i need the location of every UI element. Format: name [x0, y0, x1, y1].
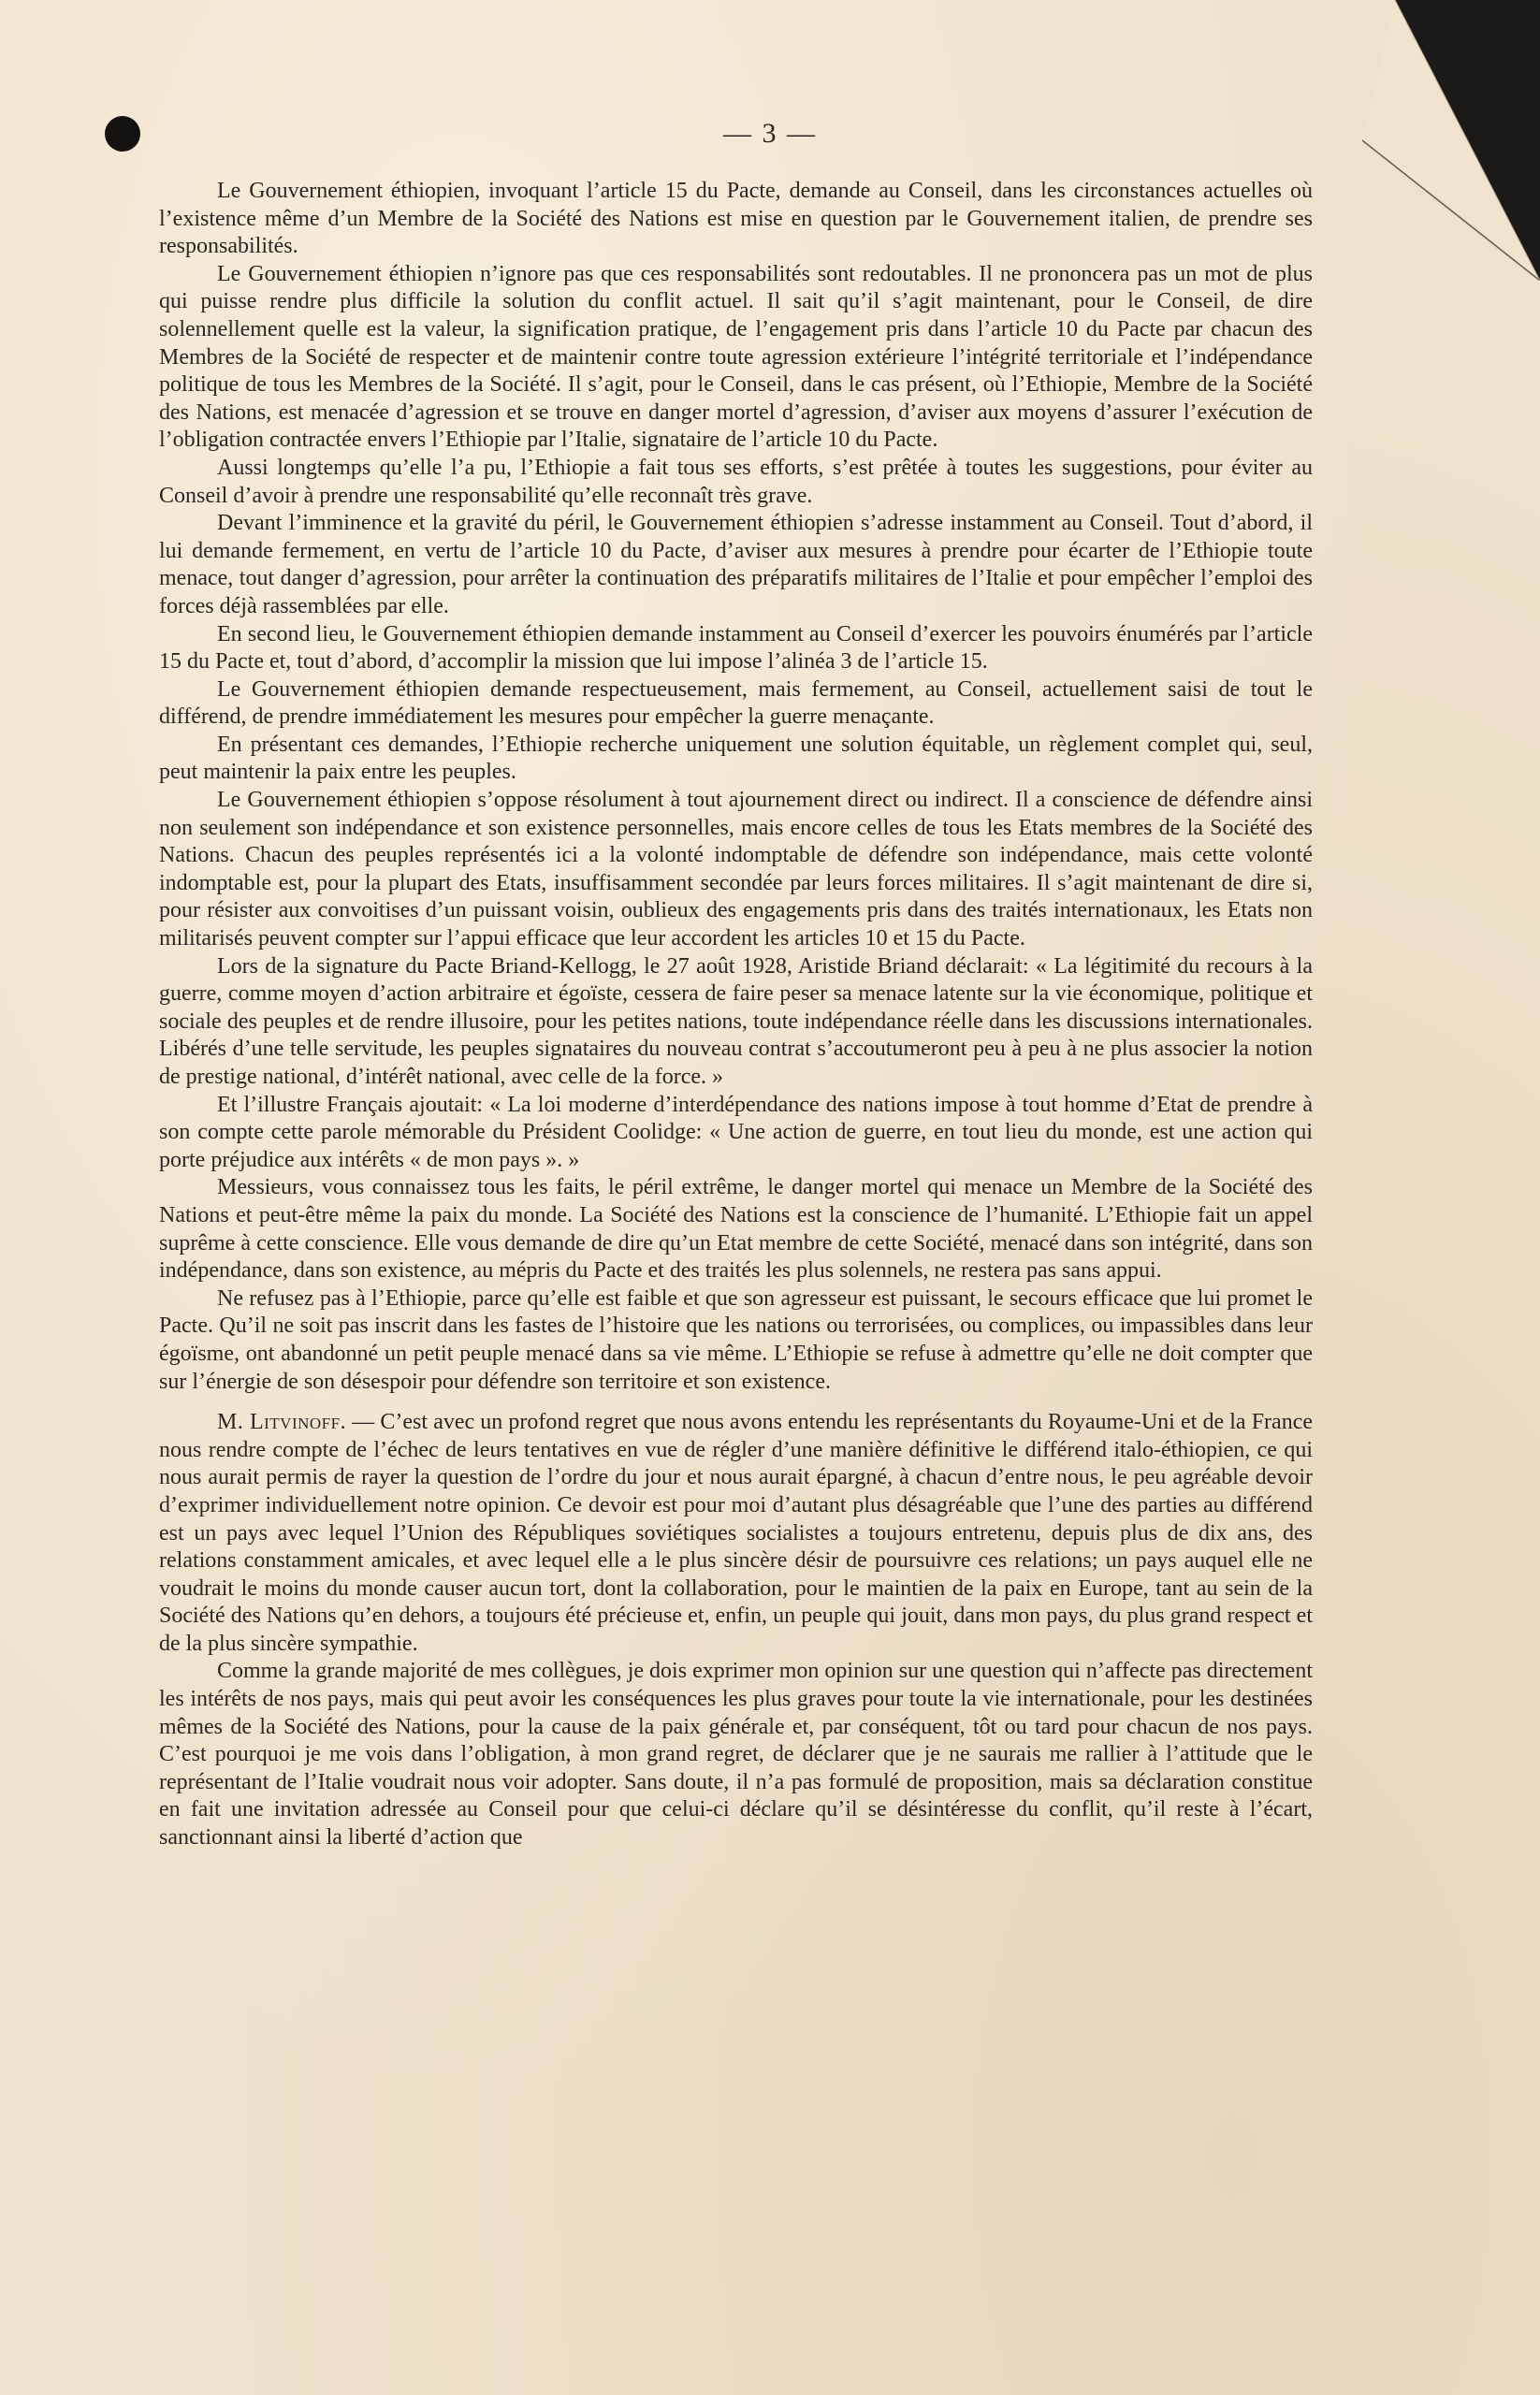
paragraph: Et l’illustre Français ajoutait: « La loi moderne d’interdépendance des nations impose à tout homme d’Etat de prendre à son compte cette parole mémorable du Président Coolidge: « Une action de guerre, en tout lieu du monde, est une action qui porte préjudice aux intérêts « de mon pays ». » — [159, 1092, 1313, 1172]
page-number: — 3 — — [723, 118, 817, 149]
speaker-paragraph — [159, 1409, 1313, 1658]
paragraph: Le Gouvernement éthiopien, invoquant l’article 15 du Pacte, demande au Conseil, dans les circonstances actuelles où l’existence même d’un Membre de la Société des Nations est mise en question par le Gouvernement italien, de prendre ses responsabilités. — [159, 179, 1313, 259]
speaker-name: M. Litvinoff. — [217, 1410, 347, 1435]
paragraph: Lors de la signature du Pacte Briand-Kellogg, le 27 août 1928, Aristide Briand déclarait: « La légitimité du recours à la guerre, comme moyen d’action arbitraire et égoïste, cessera de faire peser sa menace latente sur la vie économique, politique et sociale des peuples et de rendre illusoire, pour les petites nations, toute indépendance réelle dans les discussions internationales. Libérés d’une telle servitude, les peuples signataires du nouveau contrat s’accoutumeront peu à peu à ne plus associer la notion de prestige national, d’intérêt national, avec celle de la force. » — [159, 953, 1313, 1089]
paragraph: Devant l’imminence et la gravité du péril, le Gouvernement éthiopien s’adresse instamment au Conseil. Tout d’abord, il lui demande fermement, en vertu de l’article 10 du Pacte, d’aviser aux mesures à prendre pour écarter de l’Ethiopie toute menace, tout danger d’agression, pour arrêter la continuation des préparatifs militaires de l’Italie et pour empêcher l’emploi des forces déjà rassemblées par elle. — [159, 511, 1313, 618]
paragraph: Messieurs, vous connaissez tous les faits, le péril extrême, le danger mortel qui menace un Membre de la Société des Nations et peut-être même la paix du monde. La Société des Nations est la conscience de l’humanité. L’Ethiopie fait un appel suprême à cette conscience. Elle vous demande de dire qu’un Etat membre de cette Société, menacé dans son intégrité, dans son indépendance, dans son existence, au mépris du Pacte et des traités les plus solennels, ne restera pas sans appui. — [159, 1175, 1313, 1284]
paragraph: Comme la grande majorité de mes collègues, je dois exprimer mon opinion sur une question qui n’affecte pas directement les intérêts de nos pays, mais qui peut avoir les conséquences les plus graves pour toute la vie internationale, pour les destinées mêmes de la Société des Nations, pour la cause de la paix générale et, par conséquent, tôt ou tard pour chacun de nos pays. C’est pourquoi je me vois dans l’obligation, à mon grand regret, de déclarer que je ne saurais me rallier à l’attitude que le représentant de l’Italie voudrait nous voir adopter. Sans doute, il n’a pas formulé de proposition, mais sa déclaration constitue en fait une invitation adressée au Conseil pour que celui-ci déclare qu’il se désintéresse du conflit, qu’il reste à l’écart, sanctionnant ainsi la liberté d’action que — [159, 1659, 1313, 1851]
paragraph: Le Gouvernement éthiopien demande respectueusement, mais fermement, au Conseil, actuellement saisi de tout le différend, de prendre immédiatement les mesures pour empêcher la guerre menaçante. — [159, 676, 1313, 730]
paragraph: Le Gouvernement éthiopien n’ignore pas que ces responsabilités sont redoutables. Il ne prononcera pas un mot de plus qui puisse rendre plus difficile la solution du conflit actuel. Il sait qu’il s’agit maintenant, pour le Conseil, de dire solennellement quelle est la valeur, la signification pratique, de l’engagement pris dans l’article 10 du Pacte par chacun des Membres de la Société de respecter et de maintenir contre toute agression extérieure l’intégrité territoriale et l’indépendance politique de tous les Membres de la Société. Il s’agit, pour le Conseil, dans le cas présent, où l’Ethiopie, Membre de la Société des Nations, est menacée d’agression et se trouve en danger mortel d’agression, d’aviser aux moyens d’assurer l’exécution de l’obligation contractée envers l’Ethiopie par l’Italie, signataire de l’article 10 du Pacte. — [159, 261, 1313, 453]
paragraph: Le Gouvernement éthiopien s’oppose résolument à tout ajournement direct ou indirect. Il a conscience de défendre ainsi non seulement son indépendance et son existence personnelles, mais encore celles de tous les Etats membres de la Société des Nations. Chacun des peuples représentés ici a la volonté indomptable de défendre son indépendance, mais cette volonté indomptable est, pour la plupart des Etats, insuffisamment secondée par leurs forces militaires. Il s’agit maintenant de dire si, pour résister aux convoitises d’un puissant voisin, oublieux des engagements pris dans des traités internationaux, les Etats non militarisés peuvent compter sur l’appui efficace que leur accordent les articles 10 et 15 du Pacte. — [159, 788, 1313, 951]
paragraph: En second lieu, le Gouvernement éthiopien demande instamment au Conseil d’exercer les pouvoirs énumérés par l’article 15 du Pacte et, tout d’abord, d’accomplir la mission que lui impose l’alinéa 3 de l’article 15. — [159, 621, 1313, 675]
speaker-text: C’est avec un profond regret que nous avons entendu les représentants du Royaume-Uni et de la France nous rendre compte de l’échec de leurs tentatives en vue de régler d’une manière définitive le différend italo-éthiopien, ce qui nous aurait permis de rayer la question de l’ordre du jour et nous aurait épargné, à chacun d’entre nous, le peu agréable devoir d’exprimer individuellement notre opinion. Ce devoir est pour moi d’autant plus désagréable que l’une des parties au différend est un pays avec lequel l’Union des Républiques soviétiques socialistes a toujours entretenu, depuis plus de dix ans, des relations constamment amicales, et avec lequel elle a le plus sincère désir de poursuivre ces relations; un pays auquel elle ne voudrait le moins du monde causer aucun tort, dont la collaboration, pour le maintien de la paix en Europe, tant au sein de la Société des Nations qu’en dehors, a toujours été précieuse et, enfin, un peuple qui jouit, dans mon pays, du plus grand respect et de la plus sincère sympathie. — [159, 1410, 1314, 1656]
paragraph: En présentant ces demandes, l’Ethiopie recherche uniquement une solution équitable, un règlement complet qui, seul, peut maintenir la paix entre les peuples. — [159, 732, 1313, 785]
document-body — [159, 178, 1313, 1852]
paragraph: Ne refusez pas à l’Ethiopie, parce qu’elle est faible et que son agresseur est puissant, le secours efficace que lui promet le Pacte. Qu’il ne soit pas inscrit dans les fastes de l’histoire que les nations ou terrorisées, ou complices, ou impassibles dans leur égoïsme, ont abandonné un petit peuple menacé dans sa vie même. L’Ethiopie se refuse à admettre qu’elle ne doit compter que sur l’énergie de son désespoir pour défendre son territoire et son existence. — [159, 1285, 1313, 1394]
speaker-dash: — — [346, 1410, 381, 1435]
paragraph: Aussi longtemps qu’elle l’a pu, l’Ethiopie a fait tous ses efforts, s’est prêtée à toutes les suggestions, pour éviter au Conseil d’avoir à prendre une responsabilité qu’elle reconnaît très grave. — [159, 455, 1313, 508]
